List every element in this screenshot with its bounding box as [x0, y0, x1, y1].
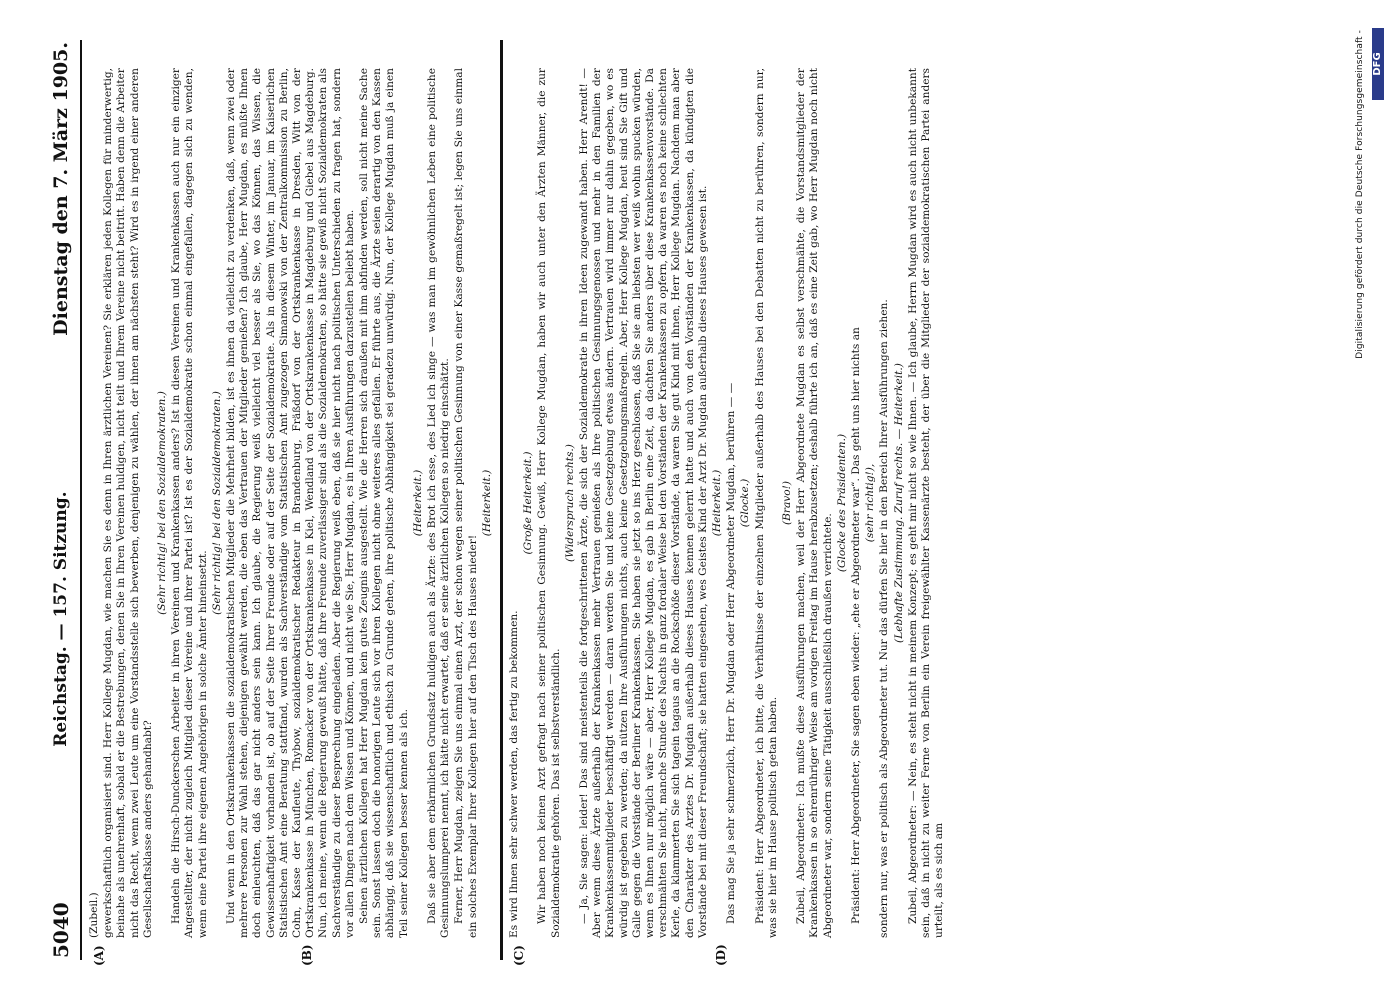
paragraph: Zubeil, Abgeordneter: — Nein, es steht nicht in meinem Konzept; es geht mir nicht so wie Ihnen. — Ich glaube, Herrn Mugdan wird es auch nicht unbekannt sein, daß in nicht zu weiter Ferne von Berlin ein Verein freigewählter Kassenärzte besteht, der über die Mitglieder der sozialdemokratischen Partei anders urteilt, als es sich am	[906, 68, 946, 938]
marker-b: (B)	[300, 944, 314, 966]
paragraph: gewerkschaftlich organisiert sind. Herr Kollege Mugdan, wie machen Sie es denn in Ihren ärztlichen Vereinen? Sie erklären jeden Kollegen für minderwertig, beinahe als unehrenhaft, sobald er die Bestrebungen, denen Sie in Ihren Vereinen huldigen, nicht teilt und Ihrem Vereine nicht beitritt. Haben denn die Arbeiter nicht das Recht, wenn zwei Leute um eine Vorstandsstelle sich bewerben, denjenigen zu wählen, der ihnen am nächsten steht? Wird es in irgend einer anderen Gesellschaftsklasse anders gehandhabt?	[102, 68, 154, 938]
paragraph: Handeln die Hirsch-Dunckerschen Arbeiter in ihren Vereinen und Krankenkassen anders? Ist in diesen Vereinen und Krankenkassen auch nur ein einziger Angestellter, der nicht zugleich Mitglied dieser Vereine und ihrer Partei ist? Ist es der Sozialdemokratie schon einmal eingefallen, dagegen sich zu wenden, wenn eine Partei ihre eigenen Angehörigen in solche Ämter hineinsetzt.	[170, 68, 209, 938]
paragraph: sondern nur, was er politisch als Abgeordneter tut. Nur das dürfen Sie hier in den Bereich Ihrer Ausführungen ziehen.	[878, 299, 891, 938]
paragraph: Wir haben noch keinen Arzt gefragt nach seiner politischen Gesinnung. Gewiß, Herr Kollege Mugdan, haben wir auch unter den Ärzten Männer, die zur Sozialdemokratie gehören. Das ist selbstverständlich.	[536, 68, 562, 938]
paragraph: Präsident: Herr Abgeordneter, ich bitte, die Verhältnisse der einzelnen Mitglieder außerhalb des Hauses bei den Debatten nicht zu berühren, sondern nur, was sie hier im Hause politisch getan haben.	[753, 68, 779, 938]
interjection: (Sehr richtig! bei den Sozialdemokraten.)	[156, 391, 169, 615]
paragraph: Es wird Ihnen sehr schwer werden, das fertig zu bekommen.	[508, 610, 520, 938]
paragraph: (Zubeil.)	[88, 892, 100, 938]
page-header	[44, 42, 78, 958]
interjection: (Heiterkeit.)	[480, 469, 493, 537]
column-divider	[500, 40, 503, 960]
marker-d: (D)	[714, 944, 728, 966]
paragraph: Seinen ärztlichen Kollegen hat Herr Mugdan kein gutes Zeugnis ausgestellt. Wie die Herren sich draußen mit ihm abfinden werden, soll nicht meine Sache sein. Sonst lassen doch die honorigen Leute sich vor ihren Kollegen nicht ohne weiteres alles gefallen. Er führte aus, die Ärzte seien derartig von den Kassen abhängig, daß sie wissenschaftlich und ethisch zu Grunde gehen, ihre politische Abhängigkeit sei geradezu unwürdig. Nun, der Kollege Mugdan muß ja einen Teil seiner Kollegen besser kennen als ich.	[358, 68, 410, 938]
interjection: (Heiterkeit.)	[711, 469, 724, 537]
interjection: (Glocke.)	[739, 478, 752, 528]
paragraph: Zubeil, Abgeordneter: Ich mußte diese Ausführungen machen, weil der Herr Abgeordnete Mugdan es selbst verschmähte, die Vorstandsmitglieder der Krankenkassen in so ehrenrühriger Weise am vorigen Freitag im Hause herabzusetzen; deshalb führte ich an, daß es eine Zeit gab, wo Herr Mugdan noch nicht Abgeordneter war, sondern seine Tätigkeit ausschließlich draußen verrichtete.	[795, 68, 834, 938]
interjection: (Bravo!)	[781, 480, 794, 526]
right-column	[508, 68, 946, 938]
interjection: (Heiterkeit.)	[411, 469, 424, 537]
dfg-logo: DFG	[1372, 28, 1384, 100]
interjection: (Große Heiterkeit.)	[522, 451, 535, 555]
paragraph: Und wenn in den Ortskrankenkassen die sozialdemokratischen Mitglieder die Mehrheit bilden, ist es ihnen da vielleicht zu verdenken, daß, wenn zwei oder mehrere Personen zur Wahl stehen, diejenigen gewählt werden, die eben das Vertrauen der Mitglieder genießen? Ich glaube, Herr Mugdan, es müßte Ihnen doch einleuchten, daß das gar nicht anders sein kann. Ich glaube, die Regierung weiß vielleicht viel besser als Sie, wo das Können, das Wissen, die Gewissenhaftigkeit vorhanden ist, ob auf der Seite Ihrer Freunde oder auf der Seite der Sozialdemokratie. Als in diesem Winter, im Januar, im Kaiserlichen Statistischen Amt eine Beratung stattfand, wurden als Sachverständige vom Statistischen Amt zugezogen Simanowski von der Zentralkommission zu Berlin, Cohn, Kasse der Kaufleute, Thybow, sozialdemokratischer Redakteur in Brandenburg, Fräßdorf von der Ortskrankenkasse in Dresden, Witt von der Ortskrankenkasse in München, Romacker von der Ortskrankenkasse in Kiel, Wendland von der Ortskrankenkasse in Magdeburg und Giebel aus Magdeburg. Nun, ich meine, wenn die Regierung gewußt hätte, daß Ihre Freunde zuverlässiger sind als die Sozialdemokraten, so hätte sie gewiß nicht Sozialdemokraten als Sachverständige zu dieser Besprechung eingeladen. Aber die Regierung weiß eben, daß sie hier nicht nach politischen Unterschieden zu fragen hat, sondern vor allen Dingen nach dem Wissen und Können, und nicht wie Sie, Herr Mugdan, es in Ihren Ausführungen darzustellen beliebt haben.	[225, 68, 356, 938]
interjection: (Lebhafte Zustimmung. Zuruf rechts. — Heiterkeit.)	[892, 363, 905, 643]
interjection: (Widerspruch rechts.)	[563, 444, 576, 562]
page-number: 5040	[49, 902, 73, 958]
paragraph: Das mag Sie ja sehr schmerzlich, Herr Dr. Mugdan oder Herr Abgeordneter Mugdan, berühren — —	[725, 382, 738, 924]
paragraph: Daß sie aber dem erbärmlichen Grundsatz huldigen auch als Ärzte: des Brot ich esse, des Lied ich singe — was man im gewöhnlichen Leben eine politische Gesinnungslumperei nennt, ich hätte nicht erwartet, daß er seine ärztlichen Kollegen so niedrig einschätzt.	[426, 68, 452, 938]
interjection: (Sehr richtig! bei den Sozialdemokraten.)	[210, 391, 223, 615]
interjection: (sehr richtig!),	[864, 463, 877, 543]
header-rule	[80, 40, 82, 960]
paragraph: Präsident: Herr Abgeordneter, Sie sagen eben wieder: „ehe er Abgeordneter war“. Das geht uns hier nichts an	[850, 327, 863, 924]
marker-a: (A)	[92, 945, 106, 966]
paragraph: — Ja, Sie sagen: leider! Das sind meistenteils die fortgeschrittenen Ärzte, die sich der Sozialdemokratie in ihren Ideen zugewandt haben. Herr Arendt! — Aber wenn diese Ärzte außerhalb der Krankenkassen mehr Vertrauen genießen als Ihre politischen Gesinnungsgenossen und mehr in den Familien der Krankenkassenmitglieder beschäftigt werden — daran werden Sie und keine Gesetzgebung etwas ändern. Vertrauen wird immer nur dahin gegeben, wo es würdig ist gegeben zu werden; da nützen Ihre Ausführungen nichts, auch keine Gesetzgebungsmaßregeln. Aber, Herr Kollege Mugdan, heut sind Sie Gift und Galle gegen die Vorstände der Berliner Krankenkassen. Sie haben sie jetzt so ins Herz geschlossen, daß Sie sie am liebsten wer weiß wohin spucken würden, wenn es Ihnen nur möglich wäre — aber, Herr Kollege Mugdan, es gab in Berlin eine Zeit, da dachten Sie anders über diese Krankenkassenvorstände. Da verschmähten Sie nicht, manche Stunde des Nachts in ganz fordaler Weise bei den Vorständen der Krankenkassen zu opfern, da waren es noch keine schlechten Kerle, da klammerten Sie sich tagein tagaus an die Rockschöße dieser Vorstände, da waren Sie gut Kind mit ihnen, Herr Kollege Mugdan. Nachdem man aber den Charakter des Arztes Dr. Mugdan außerhalb dieses Hauses kennen gelernt hatte und auch von den Vorständen der Krankenkassen, da kündigten die Vorstände bei mit dieser Freundschaft; sie hatten eingesehen, wes Geistes Kind der Arzt Dr. Mugdan außerhalb dieses Hauses gewesen ist.	[578, 68, 709, 938]
session-title: Reichstag. — 157. Sitzung.	[51, 491, 71, 747]
interjection: (Glocke des Präsidenten.)	[835, 433, 848, 573]
left-column	[88, 68, 492, 938]
digitization-note: Digitalisierung gefördert durch die Deutsche Forschungsgemeinschaft -	[1355, 30, 1365, 359]
marker-c: (C)	[512, 945, 526, 966]
paragraph: Ferner, Herr Mugdan, zeigen Sie uns einmal einen Arzt, der schon wegen seiner politischen Gesinnung von einer Kasse gemaßregelt ist; legen Sie uns einmal ein solches Exemplar Ihrer Kollegen hier auf den Tisch des Hauses nieder!	[453, 68, 479, 938]
session-date: Dienstag den 7. März 1905.	[50, 42, 72, 336]
